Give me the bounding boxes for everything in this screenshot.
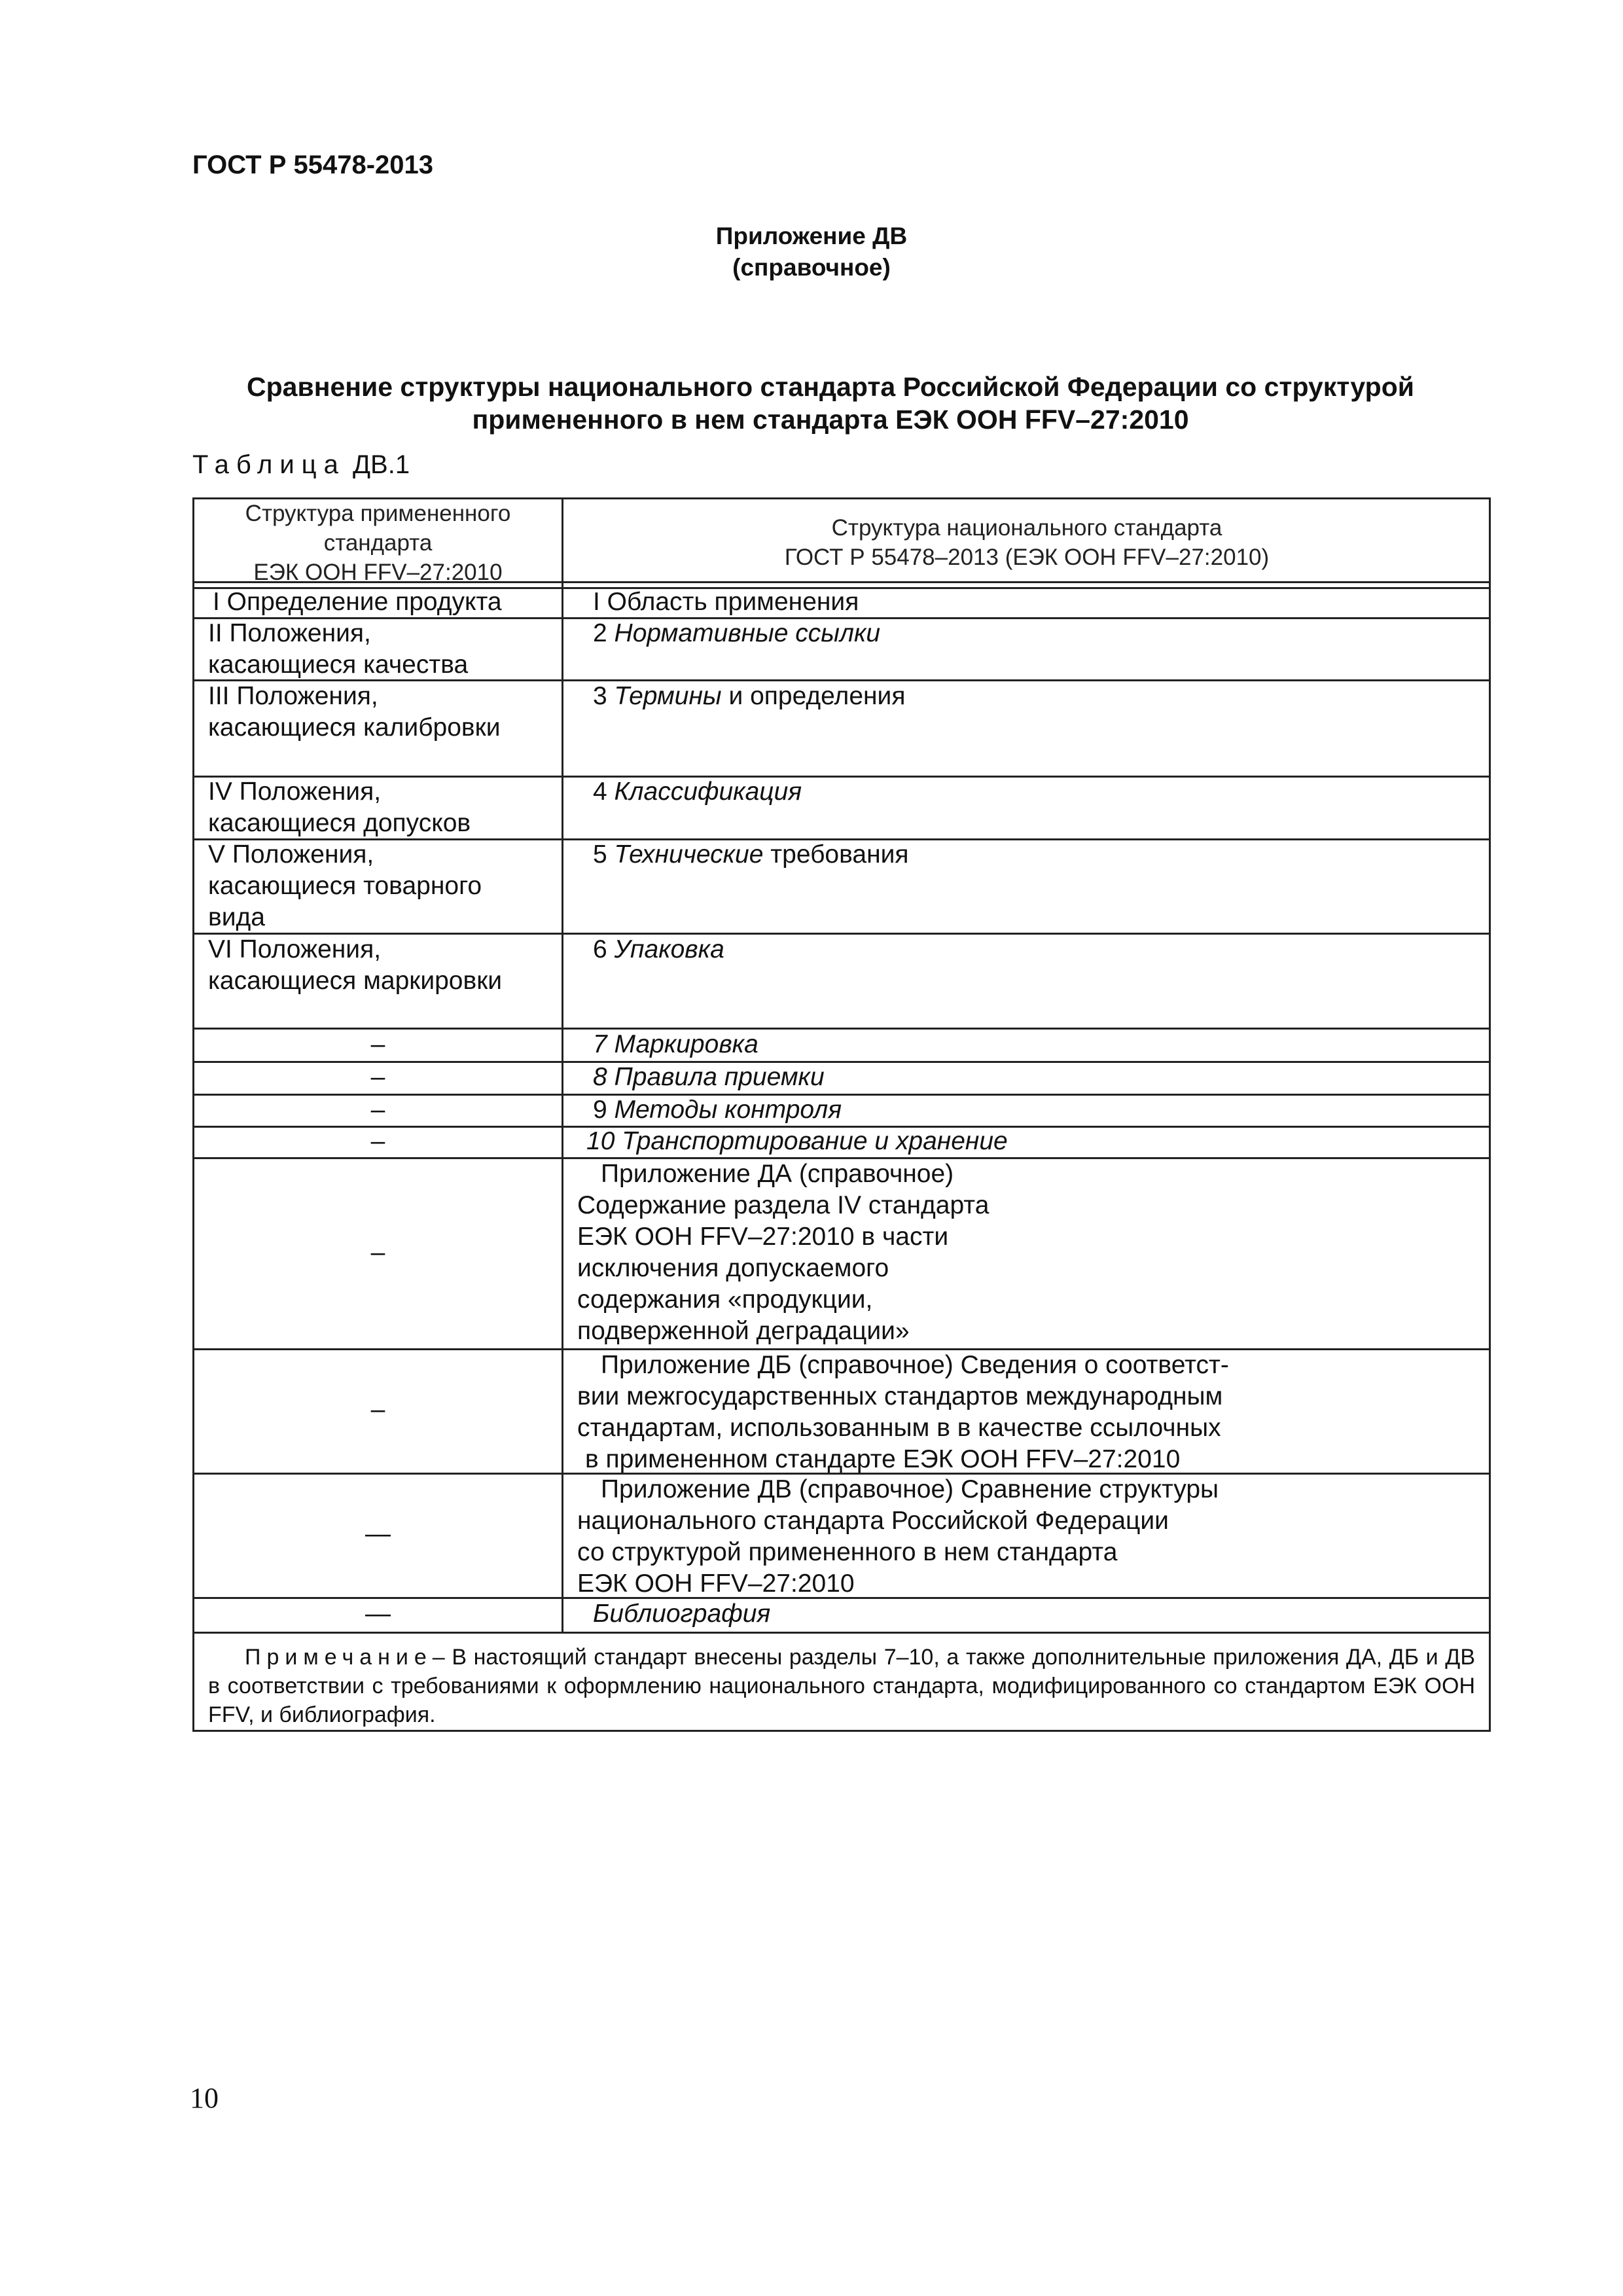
- title-line-2: примененного в нем стандарта ЕЭК ООН FFV–27:2010: [472, 404, 1189, 435]
- empty-cell-dash: –: [370, 1127, 385, 1155]
- note-rule: [192, 1632, 1491, 1634]
- table-cell: I Область применения: [593, 588, 859, 616]
- document-code: ГОСТ Р 55478-2013: [192, 151, 434, 179]
- table-cell: 7 Маркировка: [593, 1030, 758, 1058]
- empty-cell-dash: –: [370, 1096, 385, 1124]
- empty-cell-dash: –: [370, 1030, 385, 1058]
- header-cell-applied-standard: Структура примененного стандарта ЕЭК ООН FFV–27:2010: [245, 501, 511, 585]
- table-cell: 10 Транспортирование и хранение: [586, 1127, 1008, 1155]
- table-cell: 2 Нормативные ссылки: [593, 619, 881, 647]
- table-cell: I Определение продукта: [213, 588, 502, 616]
- table-cell: 5 Технические требования: [593, 840, 909, 869]
- empty-cell-dash: –: [370, 1395, 385, 1424]
- table-cell: 8 Правила приемки: [593, 1063, 825, 1091]
- table-label-number: ДВ.1: [352, 450, 410, 479]
- table-cell: IV Положения, касающиеся допусков: [208, 778, 471, 837]
- table-cell: 6 Упаковка: [593, 935, 724, 963]
- table-cell: 9 Методы контроля: [593, 1096, 842, 1124]
- column-divider: [562, 497, 563, 1633]
- table-cell: Приложение ДВ (справочное) Сравнение структуры национального стандарта Российской Федерации со структурой примененного в нем стандарта ЕЭК ООН FFV–27:2010: [577, 1475, 1219, 1598]
- table-cell: 4 Классификация: [593, 778, 802, 806]
- empty-cell-dash: —: [365, 1520, 391, 1548]
- table-cell: Приложение ДА (справочное) Содержание раздела IV стандарта ЕЭК ООН FFV–27:2010 в части исключения допускаемого содержания «продукции, подверженной деградации»: [577, 1160, 990, 1345]
- empty-cell-dash: —: [365, 1600, 391, 1628]
- appendix-title: Приложение ДВ: [715, 223, 908, 249]
- table-cell: VI Положения, касающиеся маркировки: [208, 935, 503, 995]
- table-cell: Приложение ДБ (справочное) Сведения о соответст- вии межгосударственных стандартов международным стандартам, использованным в в качестве ссылочных в примененном стандарте ЕЭК ООН FFV–27:2010: [577, 1351, 1229, 1473]
- table-cell: Библиография: [593, 1600, 771, 1628]
- appendix-type: (справочное): [732, 254, 891, 281]
- note-text: – В настоящий стандарт внесены разделы 7–10, а также дополнительные приложения ДА, ДБ и ДВ в соответствии с требованиями к оформлению национального стандарта, модифицированного со стандартом ЕЭК ООН FFV, и библиография.: [208, 1645, 1475, 1727]
- table-label: [192, 450, 410, 480]
- empty-cell-dash: –: [370, 1238, 385, 1266]
- table-cell: III Положения, касающиеся калибровки: [208, 682, 501, 742]
- table-note: [208, 1643, 1475, 1729]
- table-cell: V Положения, касающиеся товарного вида: [208, 840, 482, 931]
- empty-cell-dash: –: [370, 1063, 385, 1091]
- table-cell: II Положения, касающиеся качества: [208, 619, 469, 679]
- table-cell: 3 Термины и определения: [593, 682, 906, 710]
- note-label: Примечание: [245, 1645, 433, 1670]
- table-label-word: Таблица: [192, 450, 346, 479]
- document-title: [192, 370, 1469, 436]
- page-number: 10: [190, 2082, 219, 2114]
- title-line-1: Сравнение структуры национального стандарта Российской Федерации со структурой: [247, 372, 1414, 402]
- header-cell-national-standard: Структура национального стандарта ГОСТ Р 55478–2013 (ЕЭК ООН FFV–27:2010): [784, 515, 1270, 570]
